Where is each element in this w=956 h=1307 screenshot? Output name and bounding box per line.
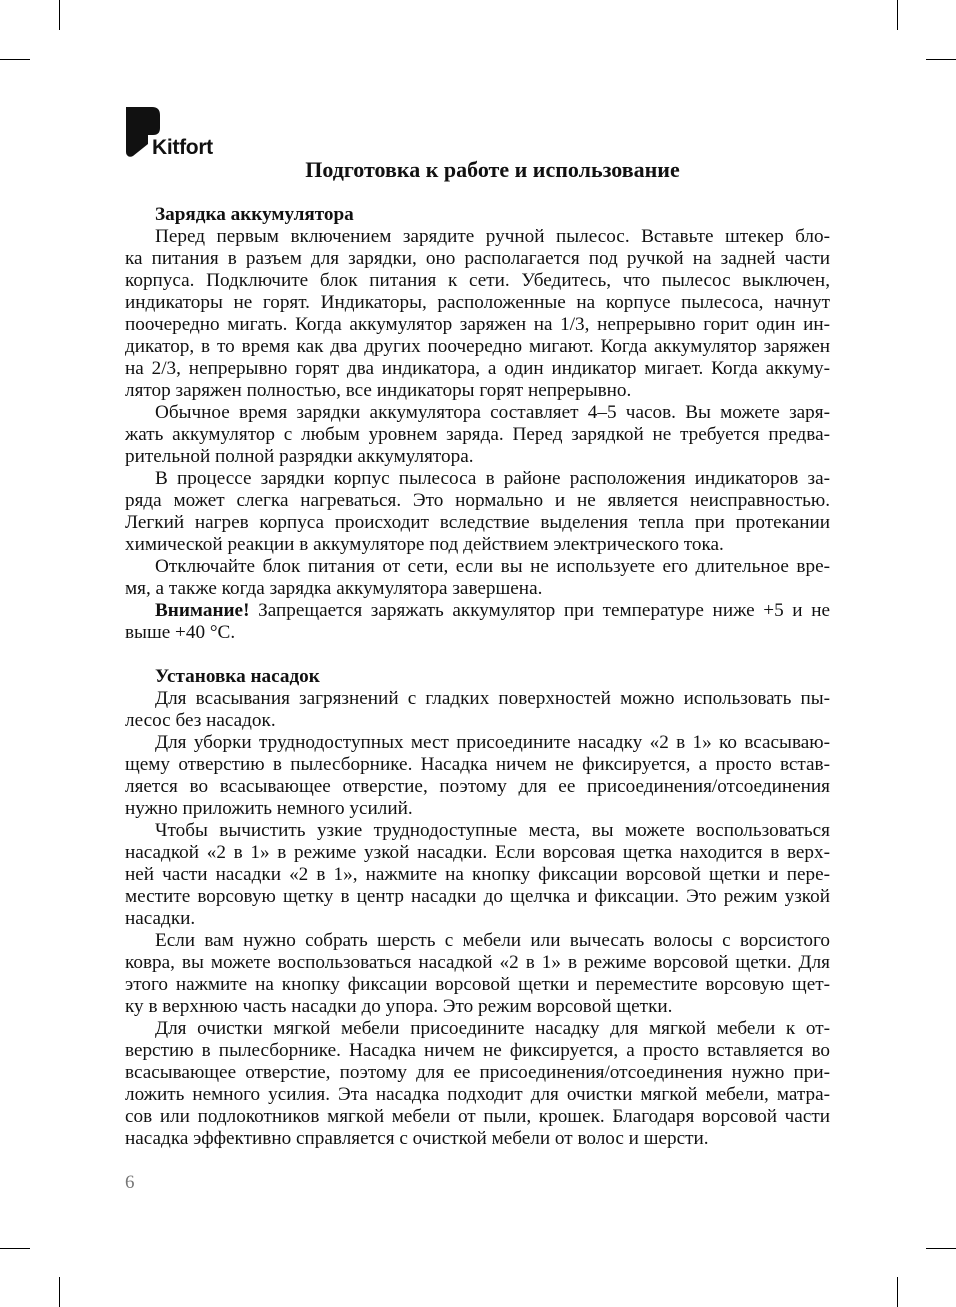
text-line: Чтобы вычистить узкие труднодоступные места, вы можете воспользоваться xyxy=(155,820,830,841)
text-line: выше +40 °С. xyxy=(125,622,236,643)
text-line: Для уборки труднодоступных мест присоедините насадку «2 в 1» ко всасываю- xyxy=(155,732,830,753)
text-line: ней части насадки «2 в 1», нажмите на кнопку фиксации ворсовой щетки и пере- xyxy=(125,864,830,885)
text-line: В процессе зарядки корпус пылесоса в районе расположения индикаторов за- xyxy=(155,468,830,489)
text-line: жать аккумулятор с любым уровнем заряда. Перед зарядкой не требуется предва- xyxy=(125,424,830,445)
text-line: ка питания в разъем для зарядки, оно располагается под ручкой на задней части xyxy=(125,248,830,269)
warning-label: Внимание! xyxy=(155,600,250,621)
paragraph xyxy=(125,402,830,468)
text-line: местите ворсовую щетку в центр насадки до щелчка и фиксации. Это режим узкой xyxy=(125,886,830,907)
text-line: мя, а также когда зарядка аккумулятора завершена. xyxy=(125,578,543,599)
section-heading: Установка насадок xyxy=(155,666,320,687)
text-line: Легкий нагрев корпуса происходит вследствие выделения тепла при протекании xyxy=(125,512,830,533)
text-line: на 2/3, непрерывно горят два индикатора, а один индикатор мигает. Когда аккуму- xyxy=(125,358,830,379)
crop-mark xyxy=(59,1277,60,1307)
text-line: насадки. xyxy=(125,908,196,929)
text-line: химической реакции в аккумуляторе под действием электрического тока. xyxy=(125,534,724,555)
crop-mark xyxy=(0,59,30,60)
brand-name: Kitfort xyxy=(152,136,213,159)
text-line: Для очистки мягкой мебели присоедините насадку для мягкой мебели к от- xyxy=(155,1018,830,1039)
text-line: ряда может слегка нагреваться. Это нормально и не является неисправностью. xyxy=(125,490,830,511)
text-line: Для всасывания загрязнений с гладких поверхностей можно использовать пы- xyxy=(155,688,830,709)
paragraph xyxy=(125,468,830,556)
text-line: индикаторы не горят. Индикаторы, расположенные на корпусе пылесоса, начнут xyxy=(125,292,830,313)
text-line: лесос без насадок. xyxy=(125,710,276,731)
text-line: Если вам нужно собрать шерсть с мебели или вычесать волосы с ворсистого xyxy=(155,930,830,951)
text-line: ляется во всасывающее отверстие, поэтому для ее присоединения/отсоединения xyxy=(125,776,830,797)
text-line: ложить немного усилия. Эта насадка подходит для очистки мягкой мебели, матра- xyxy=(125,1084,830,1105)
text-line: ку в верхнюю часть насадки до упора. Это режим ворсовой щетки. xyxy=(125,996,673,1017)
paragraph xyxy=(125,820,830,930)
section-attachments xyxy=(125,666,830,1150)
text-line: рительной полной разрядки аккумулятора. xyxy=(125,446,474,467)
text-line: всасывающее отверстие, поэтому для ее присоединения/отсоединения нужно при- xyxy=(125,1062,830,1083)
crop-mark xyxy=(926,59,956,60)
text-line: щему отверстию в пылесборнике. Насадка ничем не фиксируется, а просто встав- xyxy=(125,754,830,775)
text-line: насадкой «2 в 1» в режиме узкой насадки. Если ворсовая щетка находится в верх- xyxy=(125,842,830,863)
text-line: ковра, вы можете воспользоваться насадкой «2 в 1» в режиме ворсовой щетки. Для xyxy=(125,952,830,973)
page-number: 6 xyxy=(125,1172,135,1193)
section-heading: Зарядка аккумулятора xyxy=(155,204,354,225)
paragraph xyxy=(125,226,830,402)
page-title: Подготовка к работе и использование xyxy=(305,157,680,182)
crop-mark xyxy=(0,1248,30,1249)
text-line: поочередно мигать. Когда аккумулятор заряжен на 1/3, непрерывно горит один ин- xyxy=(125,314,830,335)
text-line: нужно приложить немного усилий. xyxy=(125,798,413,819)
crop-mark xyxy=(926,1248,956,1249)
warning-paragraph xyxy=(125,600,830,644)
content-column xyxy=(125,204,830,1150)
text-line: этого нажмите на кнопку фиксации ворсовой щетки и переместите ворсовую щет- xyxy=(125,974,830,995)
text-line: сов или подлокотников мягкой мебели от пыли, крошек. Благодаря ворсовой части xyxy=(125,1106,830,1127)
text-line: верстию в пылесборнике. Насадка ничем не фиксируется, а просто вставляется во xyxy=(125,1040,830,1061)
text-line: дикатор, в то время как два других поочередно мигают. Когда аккумулятор заряжен xyxy=(125,336,830,357)
crop-mark xyxy=(897,1277,898,1307)
text-line: лятор заряжен полностью, все индикаторы горят непрерывно. xyxy=(125,380,632,401)
text-line: насадка эффективно справляется с очисткой мебели от волос и шерсти. xyxy=(125,1128,709,1149)
paragraph xyxy=(125,688,830,732)
crop-mark xyxy=(59,0,60,30)
text-line: Отключайте блок питания от сети, если вы не используете его длительное вре- xyxy=(155,556,830,577)
paragraph xyxy=(125,1018,830,1150)
section-charging xyxy=(125,204,830,644)
text-line xyxy=(125,600,830,622)
text-line: корпуса. Подключите блок питания к сети. Убедитесь, что пылесос выключен, xyxy=(125,270,830,291)
warning-text: Запрещается заряжать аккумулятор при температуре ниже +5 и не xyxy=(258,600,831,621)
text-line: Перед первым включением зарядите ручной пылесос. Вставьте штекер бло- xyxy=(155,226,830,247)
crop-mark xyxy=(897,0,898,30)
text-line: Обычное время зарядки аккумулятора составляет 4–5 часов. Вы можете заря- xyxy=(155,402,830,423)
paragraph xyxy=(125,732,830,820)
paragraph xyxy=(125,930,830,1018)
paragraph xyxy=(125,556,830,600)
